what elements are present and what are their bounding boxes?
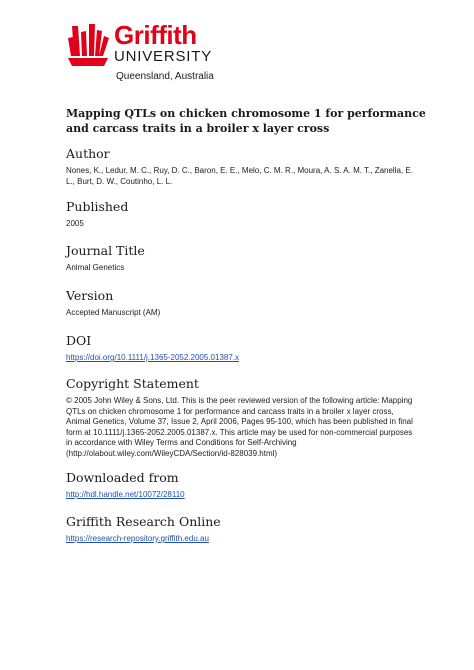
journal-name: Animal Genetics xyxy=(66,263,125,272)
logo-location: Queensland, Australia xyxy=(116,71,214,82)
published-heading: Published xyxy=(66,199,129,214)
research-online-section xyxy=(66,514,416,545)
author-list: Nones, K., Ledur, M. C., Ruy, D. C., Baron, E. E., Melo, C. M. R., Moura, A. S. A. M. T., Zanella, E. L., Burt, D. W., Coutinho, L. L. xyxy=(66,166,413,186)
logo-subtitle: UNIVERSITY xyxy=(114,48,213,65)
downloaded-section xyxy=(66,470,416,501)
author-section xyxy=(66,146,416,187)
copyright-text: © 2005 John Wiley & Sons, Ltd. This is the peer reviewed version of the following article: Mapping QTLs on chicken chromosome 1 for performance and carcass traits in a broiler x layer cross, Animal Genetics, Volume 37, Issue 2, April 2006, Pages 95-100, which has been published in final form at 10.1111/j.1365-2052.2005.01387.x. This article may be used for non-commercial purposes in accordance with Wiley Terms and Conditions for Self-Archiving (http://olabout.wiley.com/WileyCDA/Section/id-828039.html) xyxy=(66,396,413,458)
version-section xyxy=(66,288,416,319)
published-year: 2005 xyxy=(66,219,84,228)
doi-heading: DOI xyxy=(66,333,92,348)
logo-wordmark xyxy=(114,22,214,83)
copyright-section xyxy=(66,376,416,459)
version-heading: Version xyxy=(66,288,114,303)
repository-link[interactable]: https://research-repository.griffith.edu.au xyxy=(66,534,209,543)
journal-section xyxy=(66,243,416,274)
logo-name: Griffith xyxy=(114,20,197,50)
copyright-heading: Copyright Statement xyxy=(66,376,199,391)
paper-title: Mapping QTLs on chicken chromosome 1 for performance and carcass traits in a broiler x layer cross xyxy=(66,107,426,135)
version-text: Accepted Manuscript (AM) xyxy=(66,308,161,317)
doi-section xyxy=(66,333,416,364)
journal-heading: Journal Title xyxy=(66,243,145,258)
doi-link[interactable]: https://doi.org/10.1111/j.1365-2052.2005.01387.x xyxy=(66,353,240,362)
author-heading: Author xyxy=(66,146,110,161)
published-section xyxy=(66,199,416,230)
downloaded-heading: Downloaded from xyxy=(66,470,179,485)
handle-link[interactable]: http://hdl.handle.net/10072/28110 xyxy=(66,490,185,499)
research-online-heading: Griffith Research Online xyxy=(66,514,221,529)
